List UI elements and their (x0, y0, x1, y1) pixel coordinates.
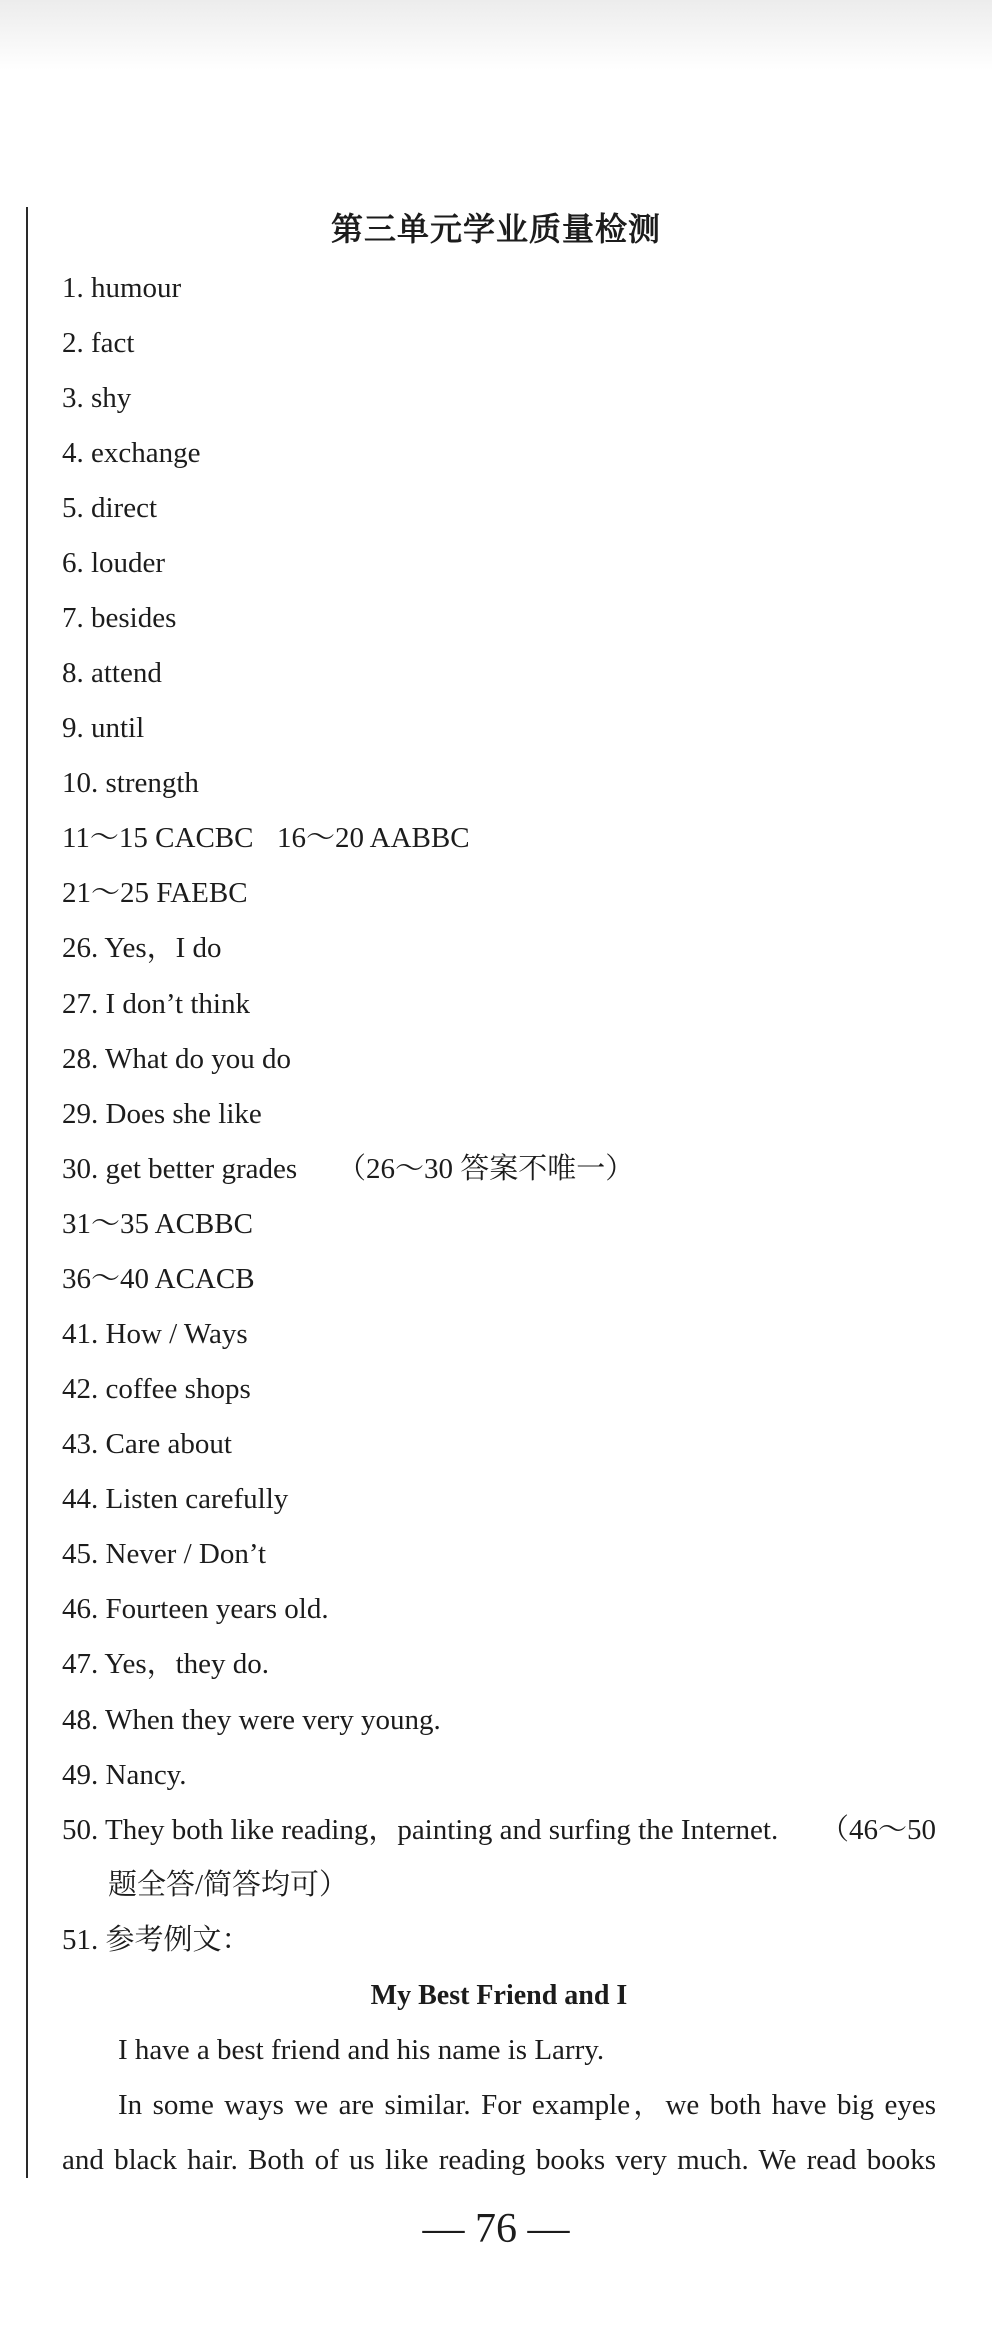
answer-item-29: 29. Does she like (62, 1097, 262, 1130)
answer-50-note-continued: 题全答/简答均可） (108, 1868, 349, 1901)
page-title: 第三单元学业质量检测 (330, 211, 661, 247)
essay-line-3: and black hair. Both of us like reading books very much. We read books (62, 2144, 936, 2177)
answer-item-5: 5. direct (62, 491, 158, 524)
essay-line-2: In some ways we are similar. For example，we both have big eyes (118, 2089, 936, 2122)
answer-item-36-40: 36～40 ACACB (62, 1262, 255, 1295)
answer-item-48: 48. When they were very young. (62, 1703, 441, 1736)
answer-50-note: （46～50 (819, 1813, 936, 1846)
page-number: — 76 — (422, 2206, 570, 2252)
essay-line-1: I have a best friend and his name is Larry. (118, 2034, 605, 2066)
answer-item-8: 8. attend (62, 657, 162, 690)
page-top-shade (0, 0, 992, 70)
answer-item-11-20 (62, 811, 936, 866)
answer-item-49: 49. Nancy. (62, 1758, 187, 1791)
answer-30-text: 30. get better grades (62, 1152, 298, 1185)
answer-item-27: 27. I don’t think (62, 987, 250, 1020)
essay-label: 51. 参考例文： (62, 1923, 251, 1956)
answer-item-43: 43. Care about (62, 1428, 232, 1461)
essay-title: My Best Friend and I (370, 1979, 628, 2011)
answer-item-31-35: 31～35 ACBBC (62, 1207, 253, 1240)
answer-range-16-20: 16～20 AABBC (277, 822, 470, 855)
answer-item-4: 4. exchange (62, 436, 201, 469)
answer-30-note: （26～30 答案不唯一） (337, 1152, 635, 1185)
answer-item-7: 7. besides (62, 601, 177, 634)
answer-range-11-15: 11～15 CACBC (62, 822, 254, 855)
answer-item-26: 26. Yes，I do (62, 932, 222, 965)
answer-item-28: 28. What do you do (62, 1042, 292, 1075)
answer-item-9: 9. until (62, 712, 145, 745)
answer-item-41: 41. How / Ways (62, 1317, 248, 1350)
answer-item-42: 42. coffee shops (62, 1373, 251, 1406)
left-margin-rule (26, 207, 28, 2178)
answer-item-47: 47. Yes，they do. (62, 1648, 270, 1681)
answer-item-46: 46. Fourteen years old. (62, 1593, 329, 1626)
answer-item-45: 45. Never / Don’t (62, 1538, 267, 1571)
answer-item-3: 3. shy (62, 381, 132, 414)
answer-list (62, 261, 936, 2189)
answer-item-30 (62, 1142, 936, 1197)
answer-item-1: 1. humour (62, 271, 182, 304)
answer-item-50 (62, 1803, 936, 1858)
answer-item-21-25: 21～25 FAEBC (62, 877, 248, 910)
answer-item-2: 2. fact (62, 326, 135, 359)
answer-50-text: 50. They both like reading，painting and surfing the Internet. (62, 1813, 779, 1846)
answer-item-44: 44. Listen carefully (62, 1483, 289, 1516)
answer-item-6: 6. louder (62, 546, 166, 579)
answer-item-10: 10. strength (62, 767, 199, 800)
